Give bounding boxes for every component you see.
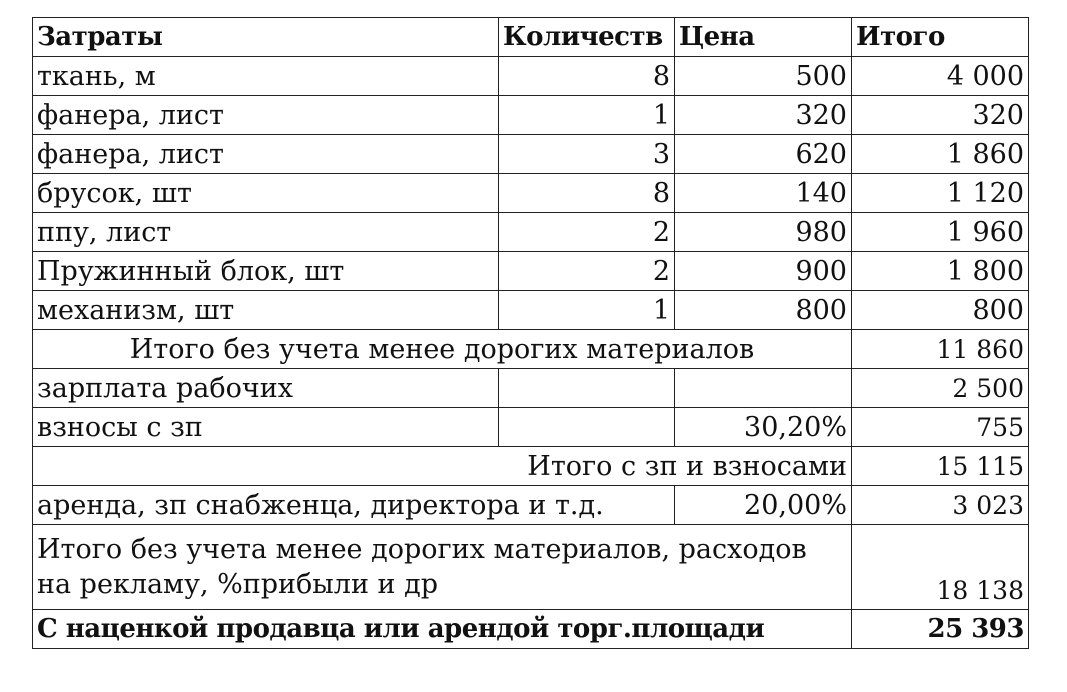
subtotal-salary-label: Итого с зп и взносами: [33, 447, 852, 486]
overhead-rate: 20,00%: [675, 486, 852, 525]
item-total: 320: [852, 96, 1029, 135]
item-total: 4 000: [852, 57, 1029, 96]
contributions-qty: [499, 408, 675, 447]
cost-table: [32, 17, 1029, 649]
item-total: 1 120: [852, 174, 1029, 213]
salary-total: 2 500: [852, 369, 1029, 408]
table-row: [33, 252, 1029, 291]
item-price: 320: [675, 96, 852, 135]
item-price: 980: [675, 213, 852, 252]
final-row: [33, 610, 1029, 649]
salary-label: зарплата рабочих: [33, 369, 499, 408]
item-total: 1 960: [852, 213, 1029, 252]
item-price: 900: [675, 252, 852, 291]
item-name: брусок, шт: [33, 174, 499, 213]
subtotal-full-total: 18 138: [852, 525, 1029, 610]
item-qty: 8: [499, 174, 675, 213]
item-qty: 8: [499, 57, 675, 96]
contributions-label: взносы с зп: [33, 408, 499, 447]
final-label: С наценкой продавца или арендой торг.площади: [33, 610, 852, 649]
overhead-label: аренда, зп снабженца, директора и т.д.: [33, 486, 675, 525]
table-row: [33, 213, 1029, 252]
item-name: ппу, лист: [33, 213, 499, 252]
subtotal-full-row: [33, 525, 1029, 610]
item-total: 1 800: [852, 252, 1029, 291]
table-row: [33, 57, 1029, 96]
table-row: [33, 174, 1029, 213]
salary-row: [33, 369, 1029, 408]
final-total: 25 393: [852, 610, 1029, 649]
item-total: 1 860: [852, 135, 1029, 174]
overhead-row: [33, 486, 1029, 525]
contributions-rate: 30,20%: [675, 408, 852, 447]
subtotal-salary-row: [33, 447, 1029, 486]
item-price: 140: [675, 174, 852, 213]
table-row: [33, 135, 1029, 174]
item-qty: 1: [499, 291, 675, 330]
item-price: 800: [675, 291, 852, 330]
header-price: Цена: [675, 18, 852, 57]
item-qty: 3: [499, 135, 675, 174]
header-quantity: Количеств: [499, 18, 675, 57]
subtotal-materials-label: Итого без учета менее дорогих материалов: [33, 330, 852, 369]
item-name: фанера, лист: [33, 96, 499, 135]
item-qty: 2: [499, 252, 675, 291]
header-total: Итого: [852, 18, 1029, 57]
item-name: ткань, м: [33, 57, 499, 96]
header-costs: Затраты: [33, 18, 499, 57]
table-row: [33, 291, 1029, 330]
item-name: фанера, лист: [33, 135, 499, 174]
contributions-row: [33, 408, 1029, 447]
contributions-total: 755: [852, 408, 1029, 447]
subtotal-full-label: Итого без учета менее дорогих материалов, расходов на рекламу, %прибыли и др: [33, 525, 852, 610]
table-row: [33, 96, 1029, 135]
subtotal-salary-total: 15 115: [852, 447, 1029, 486]
item-total: 800: [852, 291, 1029, 330]
item-name: Пружинный блок, шт: [33, 252, 499, 291]
subtotal-materials-row: [33, 330, 1029, 369]
item-qty: 1: [499, 96, 675, 135]
item-price: 620: [675, 135, 852, 174]
item-qty: 2: [499, 213, 675, 252]
salary-qty: [499, 369, 675, 408]
header-row: [33, 18, 1029, 57]
item-price: 500: [675, 57, 852, 96]
salary-price: [675, 369, 852, 408]
item-name: механизм, шт: [33, 291, 499, 330]
overhead-total: 3 023: [852, 486, 1029, 525]
subtotal-materials-total: 11 860: [852, 330, 1029, 369]
